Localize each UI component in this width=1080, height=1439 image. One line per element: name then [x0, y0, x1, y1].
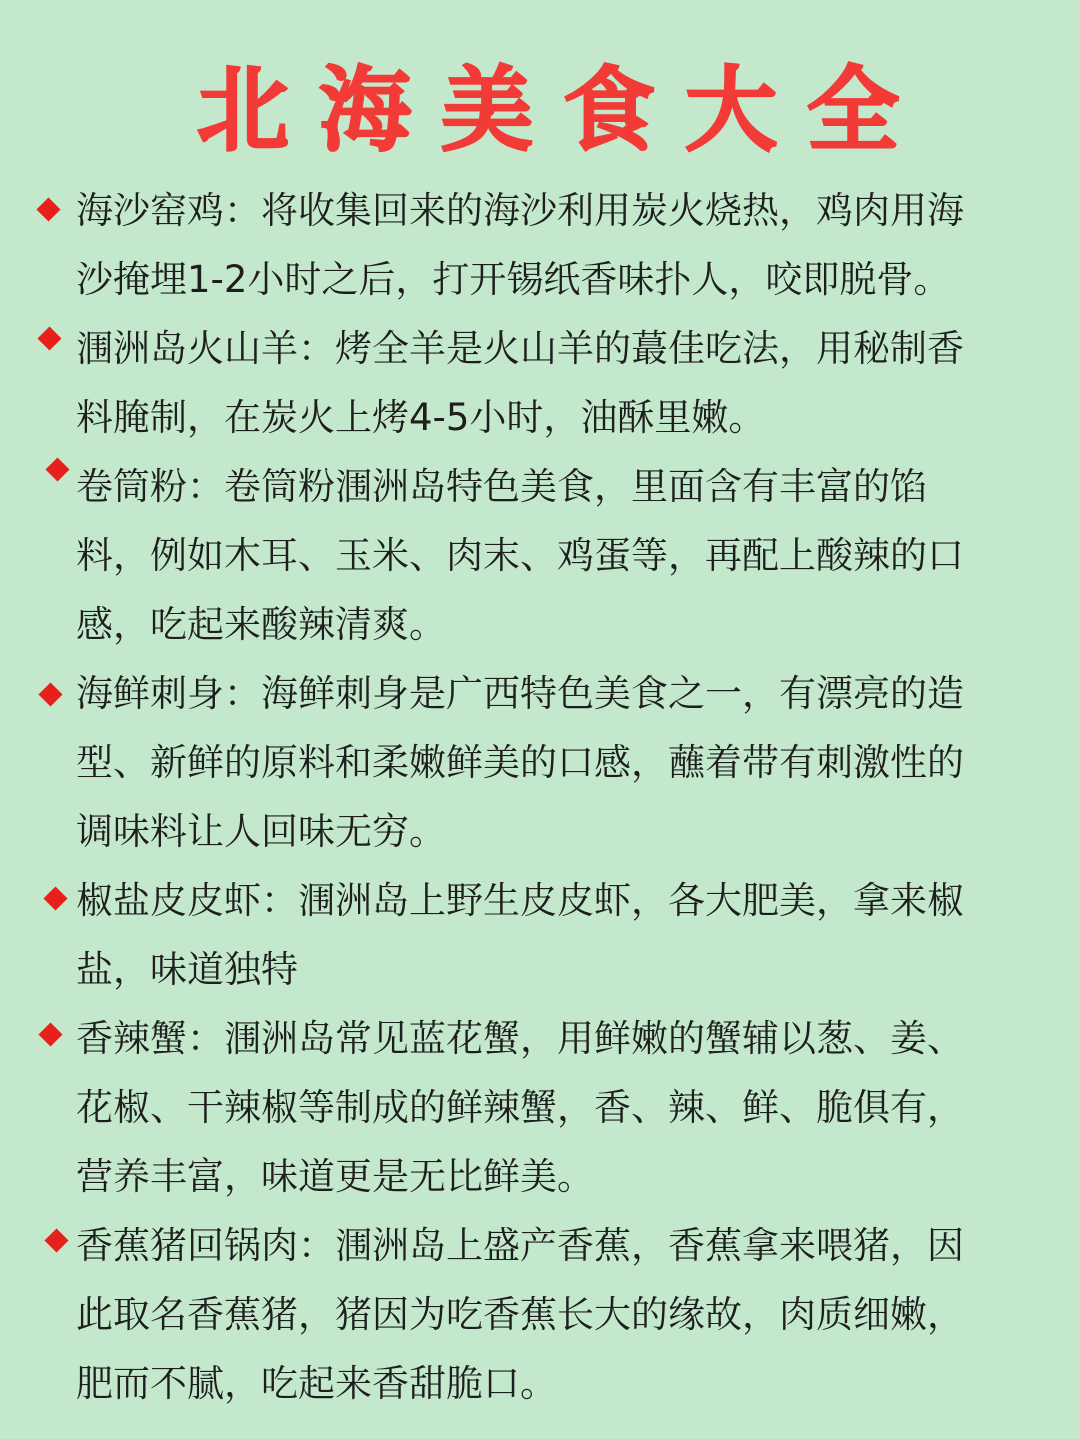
item-text-line: 营养丰富，味道更是无比鲜美。 [76, 1155, 594, 1198]
item-text-line: 此取名香蕉猪，猪因为吃香蕉长大的缘故，肉质细嫩， [76, 1293, 964, 1336]
item-text-line: 海鲜刺身：海鲜刺身是广西特色美食之一，有漂亮的造 [76, 672, 964, 715]
item-text-line: 香蕉猪回锅肉：涠洲岛上盛产香蕉，香蕉拿来喂猪，因 [76, 1224, 964, 1267]
item-text-line: 料，例如木耳、玉米、肉末、鸡蛋等，再配上酸辣的口 [76, 534, 964, 577]
list-item [0, 176, 1080, 314]
item-text-line: 盐，味道独特 [76, 948, 298, 991]
item-text-line: 肥而不腻，吃起来香甜脆口。 [76, 1362, 557, 1405]
item-text-line: 椒盐皮皮虾：涠洲岛上野生皮皮虾，各大肥美，拿来椒 [76, 879, 964, 922]
list-item [0, 314, 1080, 452]
item-text-line: 沙掩埋1-2小时之后，打开锡纸香味扑人，咬即脱骨。 [76, 258, 951, 301]
list-item [0, 1211, 1080, 1418]
item-text-line: 调味料让人回味无穷。 [76, 810, 446, 853]
item-text-line: 感，吃起来酸辣清爽。 [76, 603, 446, 646]
item-text-line: 型、新鲜的原料和柔嫩鲜美的口感，蘸着带有刺激性的 [76, 741, 964, 784]
item-text-line: 香辣蟹：涠洲岛常见蓝花蟹，用鲜嫩的蟹辅以葱、姜、 [76, 1017, 964, 1060]
item-text-line: 花椒、干辣椒等制成的鲜辣蟹，香、辣、鲜、脆俱有， [76, 1086, 964, 1129]
item-text-line: 料腌制，在炭火上烤4-5小时，油酥里嫩。 [76, 396, 766, 439]
item-text-line: 涠洲岛火山羊：烤全羊是火山羊的蕞佳吃法，用秘制香 [76, 327, 964, 370]
item-text-line: 海沙窑鸡：将收集回来的海沙利用炭火烧热，鸡肉用海 [76, 189, 964, 232]
list-item [0, 659, 1080, 866]
list-item [0, 866, 1080, 1004]
item-text-line: 卷筒粉：卷筒粉涠洲岛特色美食，里面含有丰富的馅 [76, 465, 927, 508]
list-item [0, 1004, 1080, 1211]
food-list [0, 176, 1080, 1418]
list-item [0, 452, 1080, 659]
page-title: 北海美食大全 [196, 57, 929, 164]
